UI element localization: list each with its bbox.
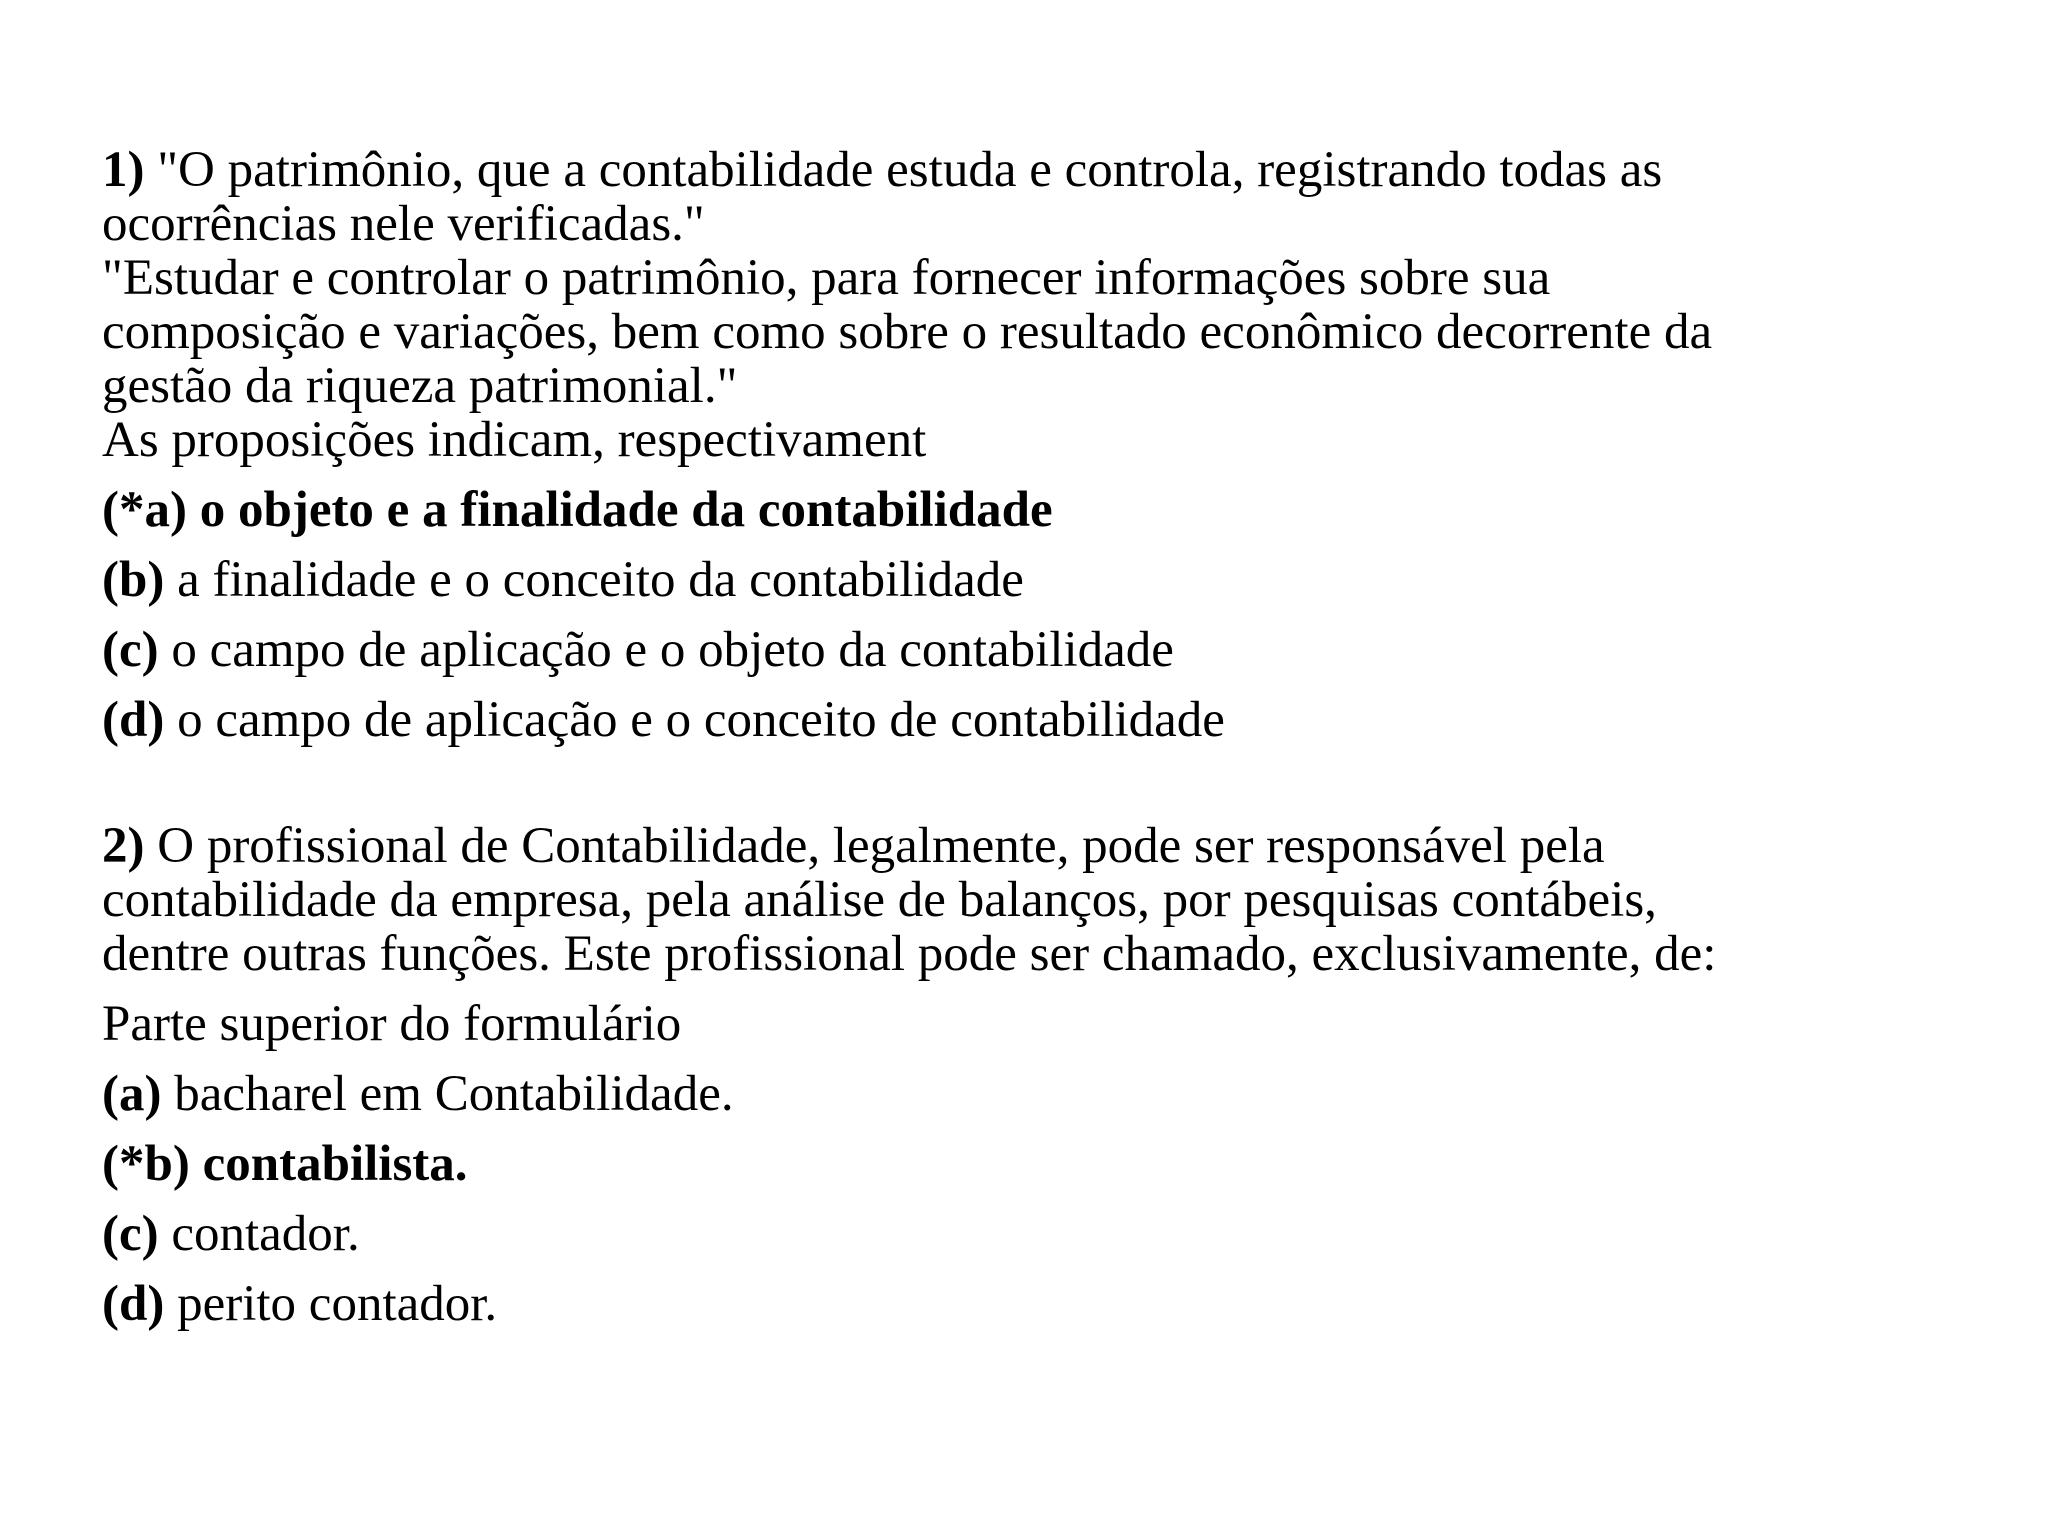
option-letter: (b) — [102, 552, 165, 608]
question-number: 2) — [102, 818, 145, 874]
question-number: 1) — [102, 142, 145, 198]
question-text — [102, 819, 1962, 981]
option-text: bacharel em Contabilidade. — [174, 1066, 734, 1122]
document-page — [102, 143, 1962, 1331]
option-text: a finalidade e o conceito da contabilidade — [177, 552, 1024, 608]
question-line: "Estudar e controlar o patrimônio, para fornecer informações sobre sua — [102, 250, 1551, 306]
option-c — [102, 623, 1962, 677]
question-line: As proposições indicam, respectivament — [102, 412, 927, 468]
option-letter: (c) — [102, 622, 159, 678]
question-line-text: O profissional de Contabilidade, legalmente, pode ser responsável pela — [157, 818, 1605, 874]
option-a — [102, 483, 1962, 537]
option-letter: (d) — [102, 692, 165, 748]
option-letter: (c) — [102, 1206, 159, 1262]
option-a — [102, 1067, 1962, 1121]
form-top-label: Parte superior do formulário — [102, 996, 682, 1052]
question-line — [102, 819, 1962, 873]
question-line: contabilidade da empresa, pela análise de balanços, por pesquisas contábeis, — [102, 872, 1657, 928]
option-letter: (*b) — [102, 1136, 190, 1192]
option-b — [102, 553, 1962, 607]
option-d — [102, 693, 1962, 747]
question-line: dentre outras funções. Este profissional pode ser chamado, exclusivamente, de: — [102, 926, 1717, 982]
option-letter: (a) — [102, 1066, 162, 1122]
option-text: contador. — [171, 1206, 360, 1262]
question-2 — [102, 819, 1962, 1331]
option-text: perito contador. — [177, 1276, 498, 1332]
option-b — [102, 1137, 1962, 1191]
question-line-text: "O patrimônio, que a contabilidade estuda e controla, registrando todas as — [157, 142, 1663, 198]
option-letter: (d) — [102, 1276, 165, 1332]
option-letter: (*a) — [102, 482, 187, 538]
question-text — [102, 143, 1962, 467]
option-d — [102, 1277, 1962, 1331]
option-text: o campo de aplicação e o conceito de contabilidade — [177, 692, 1225, 748]
option-text: o campo de aplicação e o objeto da contabilidade — [171, 622, 1174, 678]
question-line: ocorrências nele verificadas." — [102, 196, 705, 252]
option-text: o objeto e a finalidade da contabilidade — [199, 482, 1053, 538]
option-text: contabilista. — [202, 1136, 468, 1192]
question-line: composição e variações, bem como sobre o resultado econômico decorrente da — [102, 304, 1713, 360]
option-c — [102, 1207, 1962, 1261]
question-1 — [102, 143, 1962, 747]
question-line: gestão da riqueza patrimonial." — [102, 358, 738, 414]
question-line — [102, 143, 1962, 197]
